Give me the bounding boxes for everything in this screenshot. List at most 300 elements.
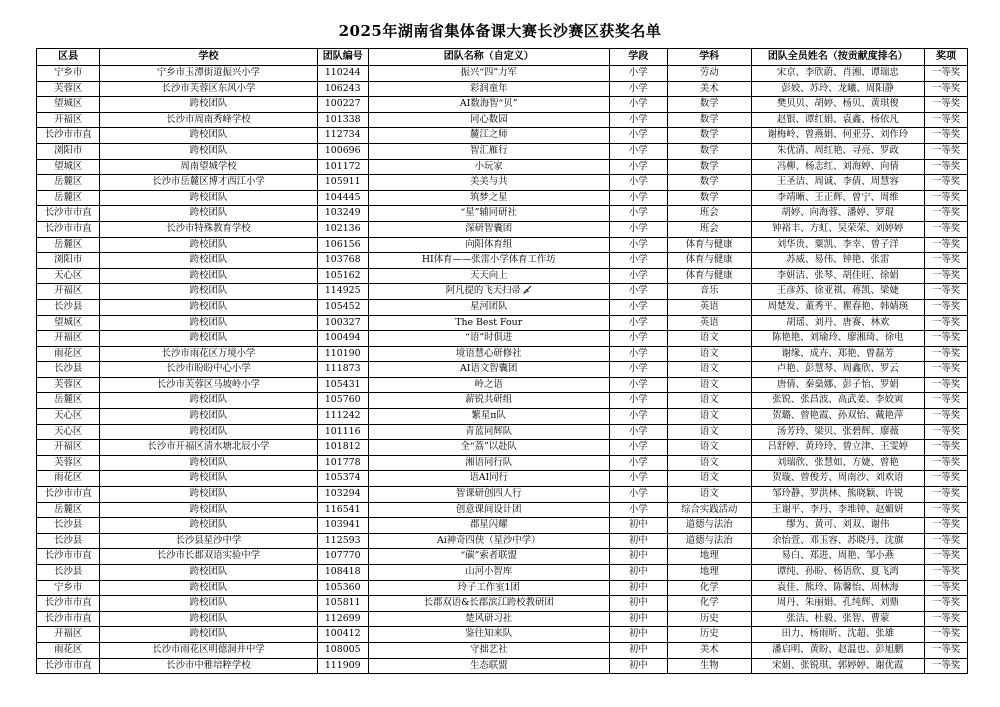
cell-school: [100, 284, 317, 300]
cell-award: [925, 658, 968, 674]
cell-members-text: 汤芳玲、梁贝、张碧辉、廖薇: [776, 425, 899, 437]
cell-school-text: 跨校团队: [189, 191, 228, 203]
cell-team-name: [368, 81, 609, 97]
cell-team-name-text: 全“荔”以赴队: [460, 441, 517, 453]
cell-stage: [609, 565, 667, 581]
cell-stage: [609, 533, 667, 549]
cell-district: [37, 206, 100, 222]
header-district: 区县: [37, 49, 100, 66]
cell-members: [751, 642, 925, 658]
cell-members-text: 邹玲静、罗洪林、熊晓颖、许锐: [772, 488, 904, 500]
cell-district: [37, 642, 100, 658]
cell-school-text: 跨校团队: [189, 519, 228, 531]
cell-members: [751, 315, 925, 331]
cell-school-text: 长沙市中雅培粹学校: [166, 659, 251, 671]
table-row: [37, 237, 968, 253]
cell-members: [751, 206, 925, 222]
cell-team-id-text: 103768: [324, 254, 361, 266]
cell-team-name-text: 彩润童年: [469, 82, 508, 94]
cell-members: [751, 533, 925, 549]
cell-award: [925, 299, 968, 315]
cell-school-text: 跨校团队: [189, 316, 228, 328]
cell-stage-text: 小学: [628, 67, 648, 78]
cell-subject-text: 道德与法治: [685, 534, 733, 546]
cell-stage-text: 初中: [628, 550, 648, 562]
cell-school-text: 跨校团队: [189, 472, 228, 484]
cell-district-text: 宁乡市: [54, 67, 83, 78]
cell-team-name: [368, 190, 609, 206]
cell-subject: [667, 346, 751, 362]
cell-subject: [667, 175, 751, 191]
cell-team-id: [317, 565, 368, 581]
cell-team-id: [317, 175, 368, 191]
cell-team-name-text: 守拙艺社: [469, 643, 508, 655]
cell-members-text: 缪为、黄可、刘双、谢伟: [786, 519, 890, 531]
cell-award: [925, 221, 968, 237]
cell-school: [100, 190, 317, 206]
cell-school: [100, 580, 317, 596]
cell-subject: [667, 409, 751, 425]
cell-subject-text: 数学: [699, 98, 719, 110]
cell-award-text: 一等奖: [931, 269, 961, 281]
cell-subject-text: 美术: [699, 643, 719, 655]
cell-school: [100, 331, 317, 347]
cell-team-id-text: 101812: [324, 441, 361, 453]
cell-stage-text: 小学: [628, 238, 648, 250]
cell-school-text: 长沙市岳麓区博才西江小学: [152, 176, 265, 188]
cell-district: [37, 440, 100, 456]
cell-team-id: [317, 299, 368, 315]
cell-stage-text: 初中: [628, 628, 648, 640]
cell-members-text: 宋京、李欣蔚、肖湘、谭瑞忠: [776, 67, 899, 78]
cell-team-name-text: 繁星π队: [471, 410, 506, 422]
cell-stage: [609, 611, 667, 627]
cell-school-text: 跨校团队: [189, 269, 228, 281]
cell-members: [751, 128, 925, 144]
cell-team-name: [368, 221, 609, 237]
table-row: [37, 97, 968, 113]
cell-subject: [667, 66, 751, 82]
cell-stage: [609, 393, 667, 409]
cell-subject: [667, 206, 751, 222]
table-row: [37, 221, 968, 237]
cell-members: [751, 97, 925, 113]
cell-team-id-text: 111873: [324, 363, 361, 375]
cell-district: [37, 393, 100, 409]
cell-members: [751, 81, 925, 97]
cell-district-text: 开福区: [54, 332, 83, 344]
cell-district-text: 岳麓区: [54, 191, 83, 203]
cell-team-name-text: 振兴“四”力军: [460, 67, 517, 78]
cell-team-name-text: AI语文智囊团: [460, 363, 518, 375]
cell-team-id: [317, 409, 368, 425]
cell-stage: [609, 143, 667, 159]
cell-subject: [667, 549, 751, 565]
cell-district: [37, 221, 100, 237]
cell-members-text: 冯柳、杨志红、刘海婷、向倩: [776, 160, 899, 172]
cell-team-id: [317, 518, 368, 534]
cell-subject: [667, 393, 751, 409]
cell-team-id-text: 102136: [324, 222, 361, 234]
cell-team-name-text: 阿凡提的飞天扫帚: [445, 285, 521, 297]
table-row: [37, 393, 968, 409]
cell-school: [100, 362, 317, 378]
cell-stage: [609, 471, 667, 487]
cell-district-text: 岳麓区: [54, 503, 83, 515]
cell-team-name-text: 筑梦之星: [469, 191, 508, 203]
cell-members-text: 周楚发、董秀平、瞿春艳、韩婧瑛: [767, 300, 909, 312]
cell-team-name: [368, 565, 609, 581]
cell-school: [100, 393, 317, 409]
cell-members-text: 田力、杨雨昕、沈超、张雄: [781, 628, 895, 640]
cell-stage-text: 小学: [628, 347, 648, 359]
cell-team-name: [368, 455, 609, 471]
cell-district: [37, 580, 100, 596]
cell-team-id-text: 101338: [324, 113, 361, 125]
cell-team-id-text: 114925: [324, 285, 361, 297]
cell-school-text: 长沙市芙蓉区马坡岭小学: [156, 378, 261, 390]
cell-school-text: 跨校团队: [189, 285, 228, 297]
cell-team-id-text: 100696: [324, 144, 361, 156]
cell-team-name-text: 长郡双语&长郡滨江跨校教研团: [423, 597, 554, 609]
cell-team-name: [368, 299, 609, 315]
cell-stage-text: 小学: [628, 441, 648, 453]
cell-members: [751, 487, 925, 503]
cell-team-name: [368, 362, 609, 378]
cell-team-name: [368, 658, 609, 674]
cell-award: [925, 627, 968, 643]
cell-subject: [667, 331, 751, 347]
cell-district-text: 开福区: [54, 441, 83, 453]
header-team-name: 团队名称（自定义）: [368, 49, 609, 66]
cell-district-text: 长沙市市直: [44, 222, 92, 234]
cell-subject-text: 语文: [699, 410, 719, 422]
table-row: [37, 112, 968, 128]
cell-district-text: 长沙县: [54, 566, 83, 577]
cell-team-name: [368, 206, 609, 222]
cell-members-text: 贺璇、曾俊芳、周南沙、刘欢语: [772, 472, 904, 484]
cell-team-name: [368, 502, 609, 518]
cell-team-name: [368, 377, 609, 393]
cell-award: [925, 97, 968, 113]
cell-subject-text: 数学: [699, 129, 719, 141]
table-row: [37, 502, 968, 518]
cell-team-name: [368, 533, 609, 549]
cell-school: [100, 128, 317, 144]
cell-award-text: 一等奖: [931, 144, 961, 156]
cell-award-text: 一等奖: [931, 597, 961, 609]
cell-award-text: 一等奖: [931, 581, 961, 593]
cell-stage: [609, 66, 667, 82]
cell-award-text: 一等奖: [931, 503, 961, 515]
cell-district: [37, 331, 100, 347]
cell-district-text: 望城区: [54, 316, 83, 328]
cell-stage-text: 初中: [628, 612, 648, 624]
cell-school-text: 长沙市芙蓉区东风小学: [161, 82, 256, 94]
cell-members-text: 周丹、朱丽娟、孔纯辉、刘鼎: [776, 597, 899, 609]
cell-district: [37, 424, 100, 440]
cell-subject-text: 语文: [699, 456, 719, 468]
cell-stage: [609, 346, 667, 362]
cell-subject-text: 语文: [699, 441, 719, 453]
cell-team-id-text: 103941: [324, 519, 361, 531]
cell-members: [751, 237, 925, 253]
cell-stage: [609, 268, 667, 284]
cell-team-id-text: 108005: [324, 643, 361, 655]
cell-members: [751, 471, 925, 487]
cell-stage: [609, 112, 667, 128]
cell-school: [100, 346, 317, 362]
cell-stage-text: 小学: [628, 222, 648, 234]
cell-subject: [667, 533, 751, 549]
cell-team-name-text: 智汇雁行: [469, 144, 508, 156]
cell-team-name-text: 星河团队: [469, 300, 508, 312]
cell-award: [925, 112, 968, 128]
cell-stage: [609, 284, 667, 300]
cell-school-text: 跨校团队: [189, 566, 228, 577]
cell-members: [751, 393, 925, 409]
cell-team-name-text: 美美与共: [469, 176, 508, 188]
cell-team-id: [317, 642, 368, 658]
cell-stage: [609, 580, 667, 596]
cell-members-text: 李妍洁、张琴、胡佳旺、徐娟: [776, 269, 899, 281]
cell-members: [751, 502, 925, 518]
cell-school: [100, 66, 317, 82]
header-award: 奖项: [925, 49, 968, 66]
page-title: 2025年湖南省集体备课大赛长沙赛区获奖名单: [338, 22, 662, 40]
cell-school: [100, 642, 317, 658]
cell-award-text: 一等奖: [931, 612, 961, 624]
cell-members-text: 苏威、易伟、钟艳、张雷: [786, 254, 890, 266]
cell-school: [100, 315, 317, 331]
cell-award: [925, 331, 968, 347]
cell-subject-text: 美术: [699, 82, 719, 94]
cell-members: [751, 424, 925, 440]
cell-team-name-text: 鉴往知来队: [465, 628, 513, 640]
cell-district-text: 芙蓉区: [54, 378, 83, 390]
cell-stage: [609, 128, 667, 144]
cell-award-text: 一等奖: [931, 67, 961, 78]
cell-stage-text: 小学: [628, 316, 648, 328]
cell-district: [37, 315, 100, 331]
cell-award: [925, 159, 968, 175]
cell-stage: [609, 81, 667, 97]
table-row: [37, 175, 968, 191]
cell-members-text: 谭纯、孙盼、杨语欣、夏飞鸿: [776, 566, 899, 577]
cell-school-text: 跨校团队: [189, 503, 228, 515]
cell-school-text: 跨校团队: [189, 425, 228, 437]
cell-team-name-text: “语”时俱进: [465, 332, 513, 344]
cell-team-name: [368, 237, 609, 253]
cell-stage: [609, 159, 667, 175]
cell-stage: [609, 487, 667, 503]
cell-team-id-text: 100412: [324, 628, 361, 640]
cell-district-text: 长沙市市直: [44, 612, 92, 624]
cell-award: [925, 268, 968, 284]
cell-team-name-text: 薪锐共研组: [465, 394, 513, 406]
cell-stage-text: 小学: [628, 129, 648, 141]
cell-district: [37, 143, 100, 159]
cell-members-text: 樊贝贝、胡婷、杨贝、黄琪俊: [776, 98, 899, 110]
cell-members-text: 谢缘、成卉、郑艳、曾磊芳: [781, 347, 895, 359]
cell-stage-text: 小学: [628, 425, 648, 437]
cell-school-text: 跨校团队: [189, 238, 228, 250]
cell-team-name: [368, 393, 609, 409]
cell-award: [925, 549, 968, 565]
cell-school-text: 跨校团队: [189, 144, 228, 156]
cell-subject: [667, 81, 751, 97]
cell-subject-text: 体育与健康: [685, 254, 733, 266]
cell-team-name-text: 麓江之师: [469, 129, 508, 141]
cell-stage-text: 小学: [628, 176, 648, 188]
cell-team-name: [368, 549, 609, 565]
cell-members-text: 胡瑶、刘丹、唐赛、林欢: [786, 316, 890, 328]
cell-district-text: 长沙市市直: [44, 550, 92, 562]
table-row: [37, 565, 968, 581]
cell-subject-text: 地理: [699, 550, 719, 562]
cell-members-text: 宋娟、张锐琪、郭婷婷、谢优霞: [772, 659, 904, 671]
cell-team-id: [317, 206, 368, 222]
cell-award: [925, 175, 968, 191]
cell-award: [925, 471, 968, 487]
cell-stage-text: 小学: [628, 285, 648, 297]
cell-stage: [609, 97, 667, 113]
cell-team-name: [368, 627, 609, 643]
table-row: [37, 128, 968, 144]
cell-school-text: 周南望城学校: [180, 160, 237, 172]
cell-district-text: 开福区: [54, 113, 83, 125]
cell-district: [37, 299, 100, 315]
cell-team-id: [317, 81, 368, 97]
cell-award: [925, 346, 968, 362]
cell-award: [925, 81, 968, 97]
cell-team-name: [368, 97, 609, 113]
cell-school: [100, 253, 317, 269]
cell-team-name: [368, 268, 609, 284]
cell-stage-text: 初中: [628, 643, 648, 655]
cell-members-text: 刘华贵、粟凯、李幸、曾子洋: [776, 238, 899, 250]
cell-team-name-text: 湘语同行队: [465, 456, 513, 468]
cell-team-id: [317, 487, 368, 503]
cell-school-text: 跨校团队: [189, 581, 228, 593]
cell-team-id: [317, 315, 368, 331]
cell-district: [37, 159, 100, 175]
cell-team-name: [368, 611, 609, 627]
cell-subject: [667, 455, 751, 471]
cell-subject-text: 音乐: [699, 285, 719, 297]
cell-district: [37, 284, 100, 300]
cell-stage: [609, 409, 667, 425]
cell-award-text: 一等奖: [931, 222, 961, 234]
cell-team-name-text: 生态联盟: [469, 659, 508, 671]
cell-team-name: [368, 409, 609, 425]
cell-award-text: 一等奖: [931, 129, 961, 141]
cell-subject-text: 历史: [699, 612, 719, 624]
cell-district: [37, 112, 100, 128]
cell-award: [925, 518, 968, 534]
cell-district: [37, 346, 100, 362]
cell-award: [925, 487, 968, 503]
table-row: [37, 66, 968, 82]
cell-team-id: [317, 424, 368, 440]
cell-district: [37, 66, 100, 82]
cell-team-id-text: 100227: [324, 98, 361, 110]
cell-team-name: [368, 315, 609, 331]
cell-district-text: 岳麓区: [54, 176, 83, 188]
cell-members-text: 张洁、杜毅、张智、曹蒙: [786, 612, 890, 624]
cell-stage-text: 小学: [628, 160, 648, 172]
cell-team-name: [368, 471, 609, 487]
cell-members-text: 张锐、张昌波、高武姜、李姣寅: [772, 394, 904, 406]
table-row: [37, 81, 968, 97]
cell-team-name-text: HI体育——张雷小学体育工作坊: [421, 254, 556, 266]
cell-team-id-text: 101116: [324, 425, 361, 437]
cell-district-text: 芙蓉区: [54, 456, 83, 468]
cell-team-id-text: 100327: [324, 316, 361, 328]
cell-team-id-text: 105360: [324, 581, 361, 593]
cell-district: [37, 455, 100, 471]
cell-team-id: [317, 377, 368, 393]
cell-award-text: 一等奖: [931, 425, 961, 437]
cell-award-text: 一等奖: [931, 316, 961, 328]
table-row: [37, 471, 968, 487]
cell-district: [37, 518, 100, 534]
cell-team-id: [317, 112, 368, 128]
table-row: [37, 377, 968, 393]
cell-subject-text: 语文: [699, 332, 719, 344]
header-subject: 学科: [667, 49, 751, 66]
cell-team-id: [317, 237, 368, 253]
cell-district: [37, 409, 100, 425]
table-row: [37, 253, 968, 269]
cell-district: [37, 175, 100, 191]
cell-district-text: 开福区: [54, 285, 83, 297]
cell-stage: [609, 440, 667, 456]
cell-stage-text: 初中: [628, 581, 648, 593]
cell-district: [37, 549, 100, 565]
cell-district-text: 宁乡市: [54, 581, 83, 593]
cell-school: [100, 565, 317, 581]
cell-members-text: 刘瑞欣、张慧如、方婕、曾艳: [776, 456, 899, 468]
cell-team-id: [317, 440, 368, 456]
cell-subject-text: 化学: [699, 581, 719, 593]
cell-school: [100, 658, 317, 674]
cell-district-text: 长沙市市直: [44, 597, 92, 609]
cell-subject: [667, 97, 751, 113]
cell-award: [925, 66, 968, 82]
cell-subject-text: 劳动: [699, 67, 719, 78]
cell-district: [37, 658, 100, 674]
cell-members: [751, 658, 925, 674]
cell-team-id-text: 110190: [324, 347, 361, 359]
cell-district-text: 长沙市市直: [44, 659, 92, 671]
cell-school: [100, 627, 317, 643]
table-row: [37, 424, 968, 440]
cell-team-id: [317, 533, 368, 549]
table-row: [37, 206, 968, 222]
cell-school: [100, 502, 317, 518]
cell-members: [751, 66, 925, 82]
cell-stage: [609, 377, 667, 393]
cell-team-name: [368, 642, 609, 658]
cell-members-text: 潘启明、黄盼、赵温也、彭旭鹏: [772, 643, 904, 655]
cell-district-text: 天心区: [54, 410, 83, 422]
cell-subject: [667, 642, 751, 658]
cell-stage-text: 小学: [628, 82, 648, 94]
cell-award: [925, 565, 968, 581]
cell-subject-text: 语文: [699, 472, 719, 484]
table-row: [37, 611, 968, 627]
